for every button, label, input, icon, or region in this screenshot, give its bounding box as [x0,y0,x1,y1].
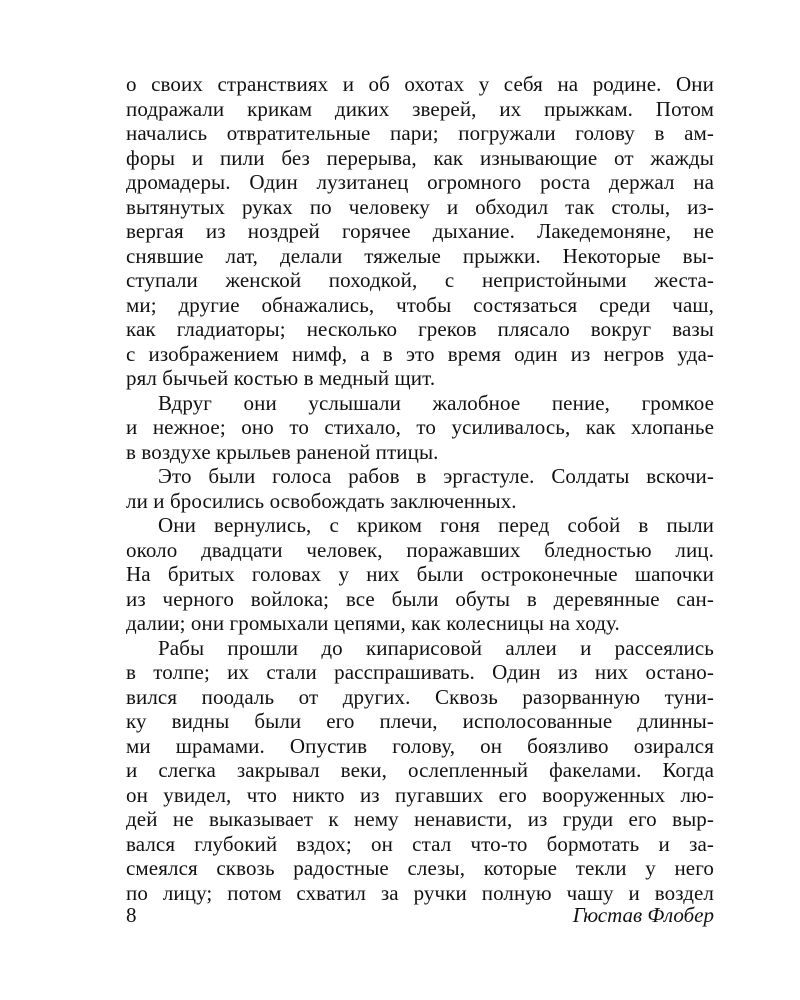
text-line: вался глубокий вздох; он стал что-то бормотать и за- [126,831,714,856]
text-line: ступали женской походкой, с непристойными жеста- [126,268,714,292]
page-text [126,72,714,905]
text-line: по лицу; потом схватил за ручки полную чашу и воздел [126,880,714,905]
text-line: ли и бросились освобождать заключенных. [126,488,517,513]
page-number: 8 [126,903,137,927]
text-line: и нежное; оно то стихало, то усиливалось, как хлопанье [126,415,714,439]
text-line: рял бычьей костью в медный щит. [126,366,436,390]
text-line: вергая из ноздрей горячее дыхание. Лакедемоняне, не [126,219,714,243]
text-line: о своих странствиях и об охотах у себя на родине. Они [126,72,714,96]
running-title: Гюстав Флобер [572,903,714,927]
text-line: дей не выказывает к нему ненависти, из груди его выр- [126,807,714,831]
text-line: форы и пили без перерыва, как изнывающие от жажды [126,145,714,170]
text-line: ми; другие обнажались, чтобы состязаться среди чаш, [126,292,714,317]
text-line: Это были голоса рабов в эргастуле. Солдаты вскочи- [158,464,714,488]
text-line: около двадцати человек, поражавших бледностью лиц. [126,537,714,562]
text-line: далии; они громыхали цепями, как колесницы на ходу. [126,611,620,635]
text-line: начались отвратительные пари; погружали голову в ам- [126,121,714,145]
text-line: На бритых головах у них были остроконечные шапочки [126,562,714,586]
text-line: ми шрамами. Опустив голову, он боязливо озирался [126,733,714,758]
text-line: вился поодаль от других. Сквозь разорванную туни- [126,684,714,709]
text-line: и слегка закрывал веки, ослепленный факелами. Когда [126,758,714,782]
text-line: снявшие лат, делали тяжелые прыжки. Некоторые вы- [126,243,714,268]
text-line: как гладиаторы; несколько греков плясало вокруг вазы [126,317,714,341]
text-line: Они вернулись, с криком гоня перед собой в пыли [158,513,714,537]
text-line: из черного войлока; все были обуты в деревянные сан- [126,586,714,611]
text-line: подражали крикам диких зверей, их прыжкам. Потом [126,96,714,121]
text-line: смеялся сквозь радостные слезы, которые текли у него [126,856,714,880]
text-line: с изображением нимф, а в это время один из негров уда- [126,341,714,366]
text-line: ку видны были его плечи, исполосованные длинны- [126,709,714,733]
text-line: Рабы прошли до кипарисовой аллеи и рассеялись [158,635,714,660]
text-line: дромадеры. Один лузитанец огромного роста держал на [126,170,714,194]
text-line: вытянутых руках по человеку и обходил так столы, из- [126,194,714,219]
text-line: в воздухе крыльев раненой птицы. [126,439,439,464]
text-line: он увидел, что никто из пугавших его вооруженных лю- [126,782,714,807]
text-line: в толпе; их стали расспрашивать. Один из них остано- [126,660,714,684]
text-line: Вдруг они услышали жалобное пение, громкое [158,390,714,415]
page-footer [126,902,714,928]
